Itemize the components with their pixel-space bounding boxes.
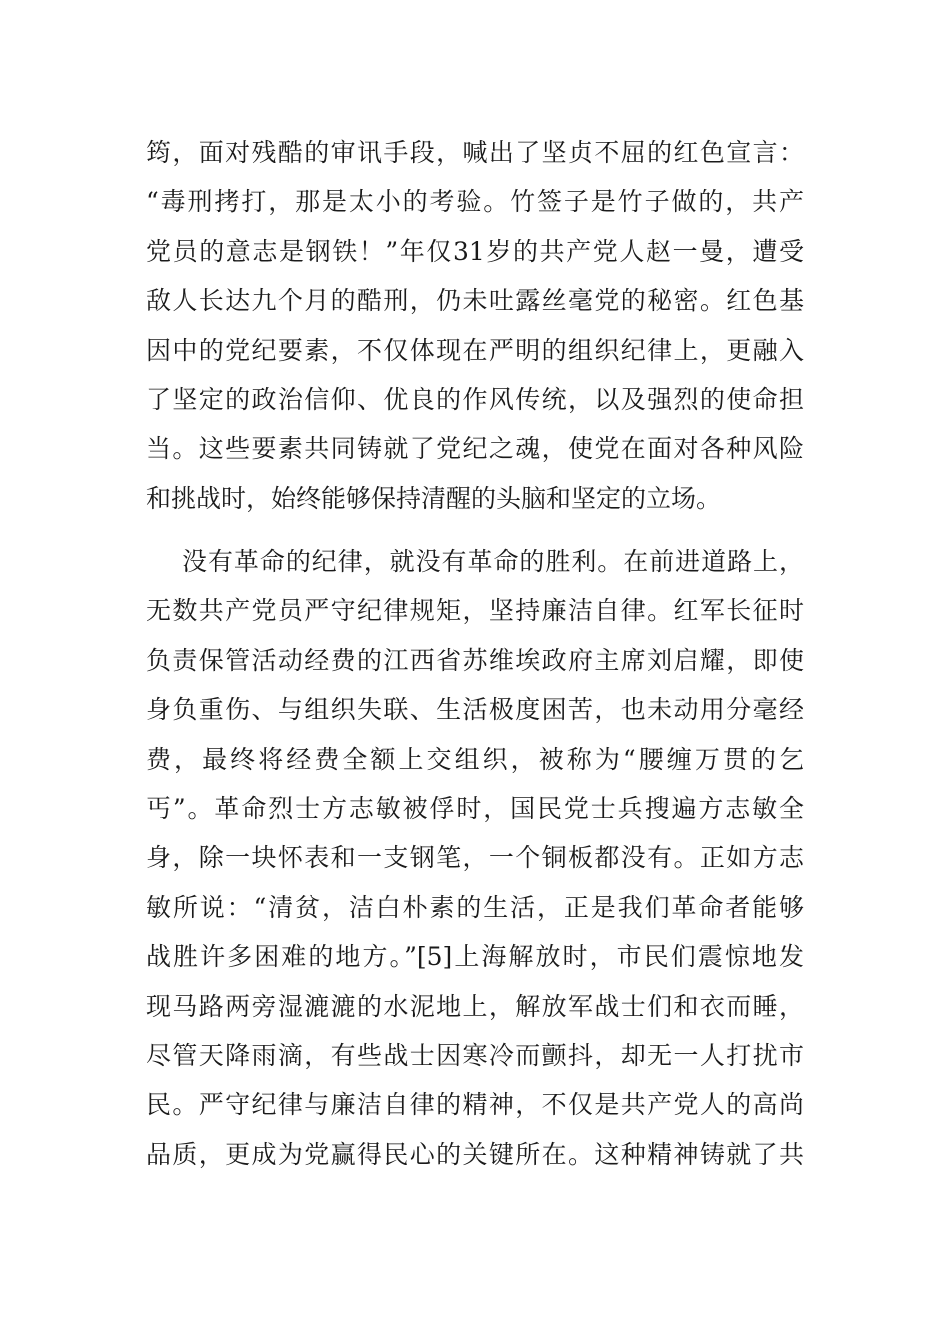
text-line: 无数共产党员严守纪律规矩，坚持廉洁自律。红军长征时 (146, 596, 804, 626)
text-line: 负责保管活动经费的江西省苏维埃政府主席刘启耀，即使 (146, 645, 804, 675)
text-line: 丐”。革命烈士方志敏被俘时，国民党士兵搜遍方志敏全 (146, 793, 804, 823)
text-line: 筠，面对残酷的审讯手段，喊出了坚贞不屈的红色宣言： (146, 138, 804, 167)
text-line: “毒刑拷打，那是太小的考验。竹签子是竹子做的，共产 (146, 187, 804, 217)
text-line: 现马路两旁湿漉漉的水泥地上，解放军战士们和衣而睡， (146, 991, 804, 1021)
text-line: 敏所说：“清贫，洁白朴素的生活，正是我们革命者能够 (146, 892, 804, 922)
text-line: 费，最终将经费全额上交组织，被称为“腰缠万贯的乞 (146, 744, 804, 774)
text-line: 战胜许多困难的地方。”[5]上海解放时，市民们震惊地发 (146, 942, 804, 972)
paragraph-2 (146, 537, 804, 1179)
paragraph-1 (146, 128, 804, 523)
text-line: 了坚定的政治信仰、优良的作风传统，以及强烈的使命担 (146, 384, 804, 414)
text-line: 和挑战时，始终能够保持清醒的头脑和坚定的立场。 (146, 483, 722, 513)
text-line: 民。严守纪律与廉洁自律的精神，不仅是共产党人的高尚 (146, 1090, 804, 1120)
text-line: 没有革命的纪律，就没有革命的胜利。在前进道路上， (182, 547, 804, 576)
text-line: 身，除一块怀表和一支钢笔，一个铜板都没有。正如方志 (146, 843, 804, 873)
text-line: 党员的意志是钢铁！”年仅31岁的共产党人赵一曼，遭受 (146, 236, 804, 266)
text-line: 身负重伤、与组织失联、生活极度困苦，也未动用分毫经 (146, 695, 804, 725)
text-line: 因中的党纪要素，不仅体现在严明的组织纪律上，更融入 (146, 335, 804, 365)
text-line: 尽管天降雨滴，有些战士因寒冷而颤抖，却无一人打扰市 (146, 1040, 804, 1070)
text-line: 敌人长达九个月的酷刑，仍未吐露丝毫党的秘密。红色基 (146, 286, 804, 316)
text-line: 当。这些要素共同铸就了党纪之魂，使党在面对各种风险 (146, 434, 804, 464)
text-line: 品质，更成为党赢得民心的关键所在。这种精神铸就了共 (146, 1139, 804, 1169)
